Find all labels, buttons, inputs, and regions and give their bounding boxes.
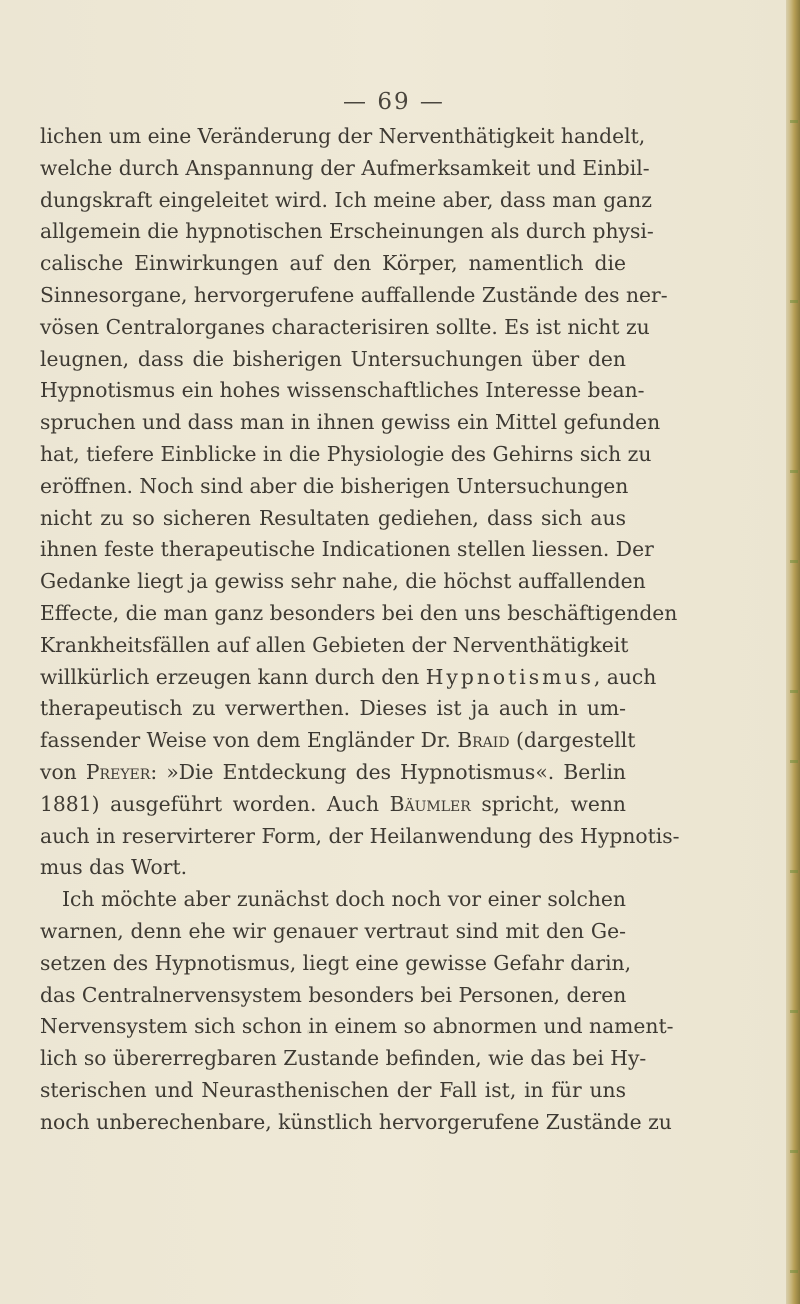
text-line: willkürlich erzeugen kann durch den Hypnotismus, auch (40, 664, 657, 689)
text-line: 1881) ausgeführt worden. Auch Bäumler spricht, wenn (40, 791, 626, 816)
text-line: lichen um eine Veränderung der Nerventhätigkeit handelt, (40, 124, 646, 148)
page-edge (786, 0, 800, 1304)
text-line: warnen, denn ehe wir genauer vertraut sind mit den Ge- (40, 918, 626, 943)
text-line: lich so übererregbaren Zustande befinden, wie das bei Hy- (40, 1046, 647, 1071)
paragraph-start-line: Ich möchte aber zunächst doch noch vor einer solchen (62, 887, 626, 912)
author-name: Preyer (85, 759, 151, 784)
text-line: leugnen, dass die bisherigen Untersuchungen über den (40, 346, 626, 371)
text-line: Nervensystem sich schon in einem so abnormen und nament- (40, 1014, 674, 1039)
text-line: Gedanke liegt ja gewiss sehr nahe, die höchst auffallenden (40, 569, 646, 594)
text-line: ihnen feste therapeutische Indicationen stellen liessen. Der (40, 537, 654, 562)
text-line: auch in reservirterer Form, der Heilanwendung des Hypnotis- (40, 823, 680, 848)
text-line: das Centralnervensystem besonders bei Personen, deren (40, 982, 627, 1007)
text-line: dungskraft eingeleitet wird. Ich meine aber, dass man ganz (40, 187, 652, 212)
text-line: Hypnotismus ein hohes wissenschaftliches Interesse bean- (40, 378, 645, 403)
text-line: fassender Weise von dem Engländer Dr. Braid (dargestellt (40, 728, 636, 753)
author-name: Braid (457, 728, 510, 753)
text-line: Sinnesorgane, hervorgerufene auffallende Zustände des ner- (40, 282, 668, 307)
text-line: von Preyer: »Die Entdeckung des Hypnotismus«. Berlin (40, 759, 626, 784)
text-line: sterischen und Neurasthenischen der Fall ist, in für uns (40, 1077, 626, 1102)
text-line: noch unberechenbare, künstlich hervorgerufene Zustände zu (40, 1109, 672, 1134)
paper-speck (307, 1030, 311, 1034)
text-line: eröffnen. Noch sind aber die bisherigen Untersuchungen (40, 473, 629, 498)
text-line: calische Einwirkungen auf den Körper, namentlich die (40, 251, 626, 276)
paper-speck (204, 1021, 207, 1024)
author-name: Bäumler (389, 791, 471, 816)
text-line: Effecte, die man ganz besonders bei den uns beschäftigenden (40, 600, 678, 625)
text-line: vösen Centralorganes characterisiren sollte. Es ist nicht zu (40, 314, 650, 339)
text-line: welche durch Anspannung der Aufmerksamkeit und Einbil- (40, 155, 650, 180)
body-text (40, 121, 680, 1139)
page-number: — 69 — (343, 89, 445, 115)
text-line: therapeutisch zu verwerthen. Dieses ist ja auch in um- (40, 696, 626, 721)
text-line: hat, tiefere Einblicke in die Physiologie des Gehirns sich zu (40, 441, 652, 466)
text-line: nicht zu so sicheren Resultaten gediehen, dass sich aus (40, 505, 626, 530)
text-line: setzen des Hypnotismus, liegt eine gewisse Gefahr darin, (40, 950, 632, 975)
text-line: Krankheitsfällen auf allen Gebieten der Nerventhätigkeit (40, 632, 629, 657)
text-line: spruchen und dass man in ihnen gewiss ein Mittel gefunden (40, 410, 661, 435)
text-line: allgemein die hypnotischen Erscheinungen als durch physi- (40, 219, 654, 244)
text-line: mus das Wort. (40, 855, 188, 880)
emphasis-spaced: Hypnotismus (425, 664, 594, 689)
